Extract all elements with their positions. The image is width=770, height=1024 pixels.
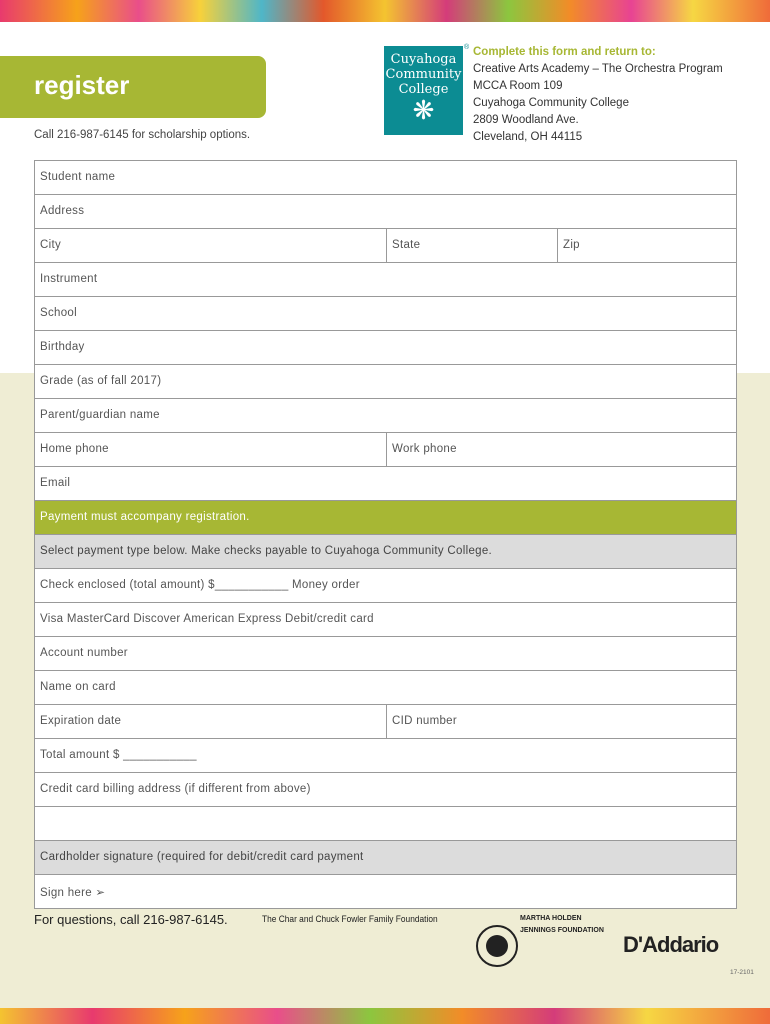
form-code: 17-2101 [730, 969, 754, 976]
decorative-bottom-artwork [0, 1008, 770, 1024]
form-row [35, 263, 736, 297]
logo-line-3: College [398, 82, 449, 97]
form-row [35, 569, 736, 603]
form-row [35, 161, 736, 195]
name-on-card-field[interactable]: Name on card [40, 681, 116, 693]
form-row [35, 671, 736, 705]
form-row [35, 739, 736, 773]
logo-line-2: Community [385, 67, 462, 82]
form-row [35, 705, 736, 739]
register-tab [0, 56, 266, 118]
total-amount-field[interactable]: Total amount $ ___________ [40, 749, 197, 761]
form-row [35, 195, 736, 229]
state-field[interactable]: State [386, 229, 557, 262]
instrument-field[interactable]: Instrument [40, 273, 98, 285]
mhj-foundation-text [520, 913, 604, 937]
parent-name-field[interactable]: Parent/guardian name [40, 409, 160, 421]
work-phone-field[interactable]: Work phone [386, 433, 736, 466]
return-address [473, 44, 723, 146]
birthday-field[interactable]: Birthday [40, 341, 85, 353]
return-line: Creative Arts Academy – The Orchestra Program [473, 63, 723, 75]
form-row [35, 467, 736, 501]
account-number-field[interactable]: Account number [40, 647, 128, 659]
form-row-signature [35, 841, 736, 875]
form-row [35, 875, 736, 908]
email-field[interactable]: Email [40, 477, 71, 489]
signature-instructions: Cardholder signature (required for debit/credit card payment [40, 851, 364, 863]
fowler-foundation-logo: The Char and Chuck Fowler Family Foundation [262, 914, 438, 925]
address-field[interactable]: Address [40, 205, 85, 217]
school-field[interactable]: School [40, 307, 77, 319]
payment-notice: Payment must accompany registration. [40, 511, 250, 523]
form-row [35, 331, 736, 365]
return-line: 2809 Woodland Ave. [473, 114, 579, 126]
form-row [35, 807, 736, 841]
check-amount-field[interactable]: Check enclosed (total amount) $___________ Money order [40, 579, 360, 591]
expiration-date-field[interactable]: Expiration date [40, 715, 122, 727]
form-row [35, 433, 736, 467]
tri-c-logo [384, 46, 463, 135]
cid-number-field[interactable]: CID number [386, 705, 736, 738]
signature-field[interactable]: Sign here ➢ [40, 887, 106, 899]
zip-field[interactable]: Zip [557, 229, 736, 262]
return-line: Cleveland, OH 44115 [473, 131, 583, 143]
daddario-logo: D'Addario [623, 932, 719, 957]
questions-note: For questions, call 216-987-6145. [34, 912, 228, 927]
grade-field[interactable]: Grade (as of fall 2017) [40, 375, 162, 387]
registration-form [34, 160, 737, 909]
page-title: register [34, 70, 130, 100]
decorative-top-artwork [0, 0, 770, 22]
city-field[interactable]: City [40, 239, 62, 251]
billing-address-field[interactable]: Credit card billing address (if different from above) [40, 783, 311, 795]
form-row [35, 229, 736, 263]
snowflake-icon: ❋ [412, 96, 435, 126]
card-type-options[interactable]: Visa MasterCard Discover American Express Debit/credit card [40, 613, 374, 625]
mhj-line-2: JENNINGS FOUNDATION [520, 927, 604, 934]
return-line: MCCA Room 109 [473, 80, 563, 92]
form-row-payment-notice [35, 501, 736, 535]
logo-line-1: Cuyahoga [390, 52, 457, 67]
form-row-payment-type [35, 535, 736, 569]
billing-address-continued-field[interactable] [35, 807, 736, 840]
mhj-line-1: MARTHA HOLDEN [520, 915, 582, 922]
mhj-foundation-emblem-icon [476, 925, 518, 967]
home-phone-field[interactable]: Home phone [40, 443, 109, 455]
scholarship-note: Call 216-987-6145 for scholarship options. [34, 129, 251, 141]
form-row [35, 297, 736, 331]
form-row [35, 365, 736, 399]
return-line: Cuyahoga Community College [473, 97, 629, 109]
form-row [35, 399, 736, 433]
form-row [35, 637, 736, 671]
payment-type-instructions: Select payment type below. Make checks payable to Cuyahoga Community College. [40, 545, 493, 557]
student-name-field[interactable]: Student name [40, 171, 116, 183]
form-row [35, 603, 736, 637]
form-row [35, 773, 736, 807]
return-heading: Complete this form and return to: [473, 46, 656, 58]
registered-mark: ® [464, 44, 470, 51]
